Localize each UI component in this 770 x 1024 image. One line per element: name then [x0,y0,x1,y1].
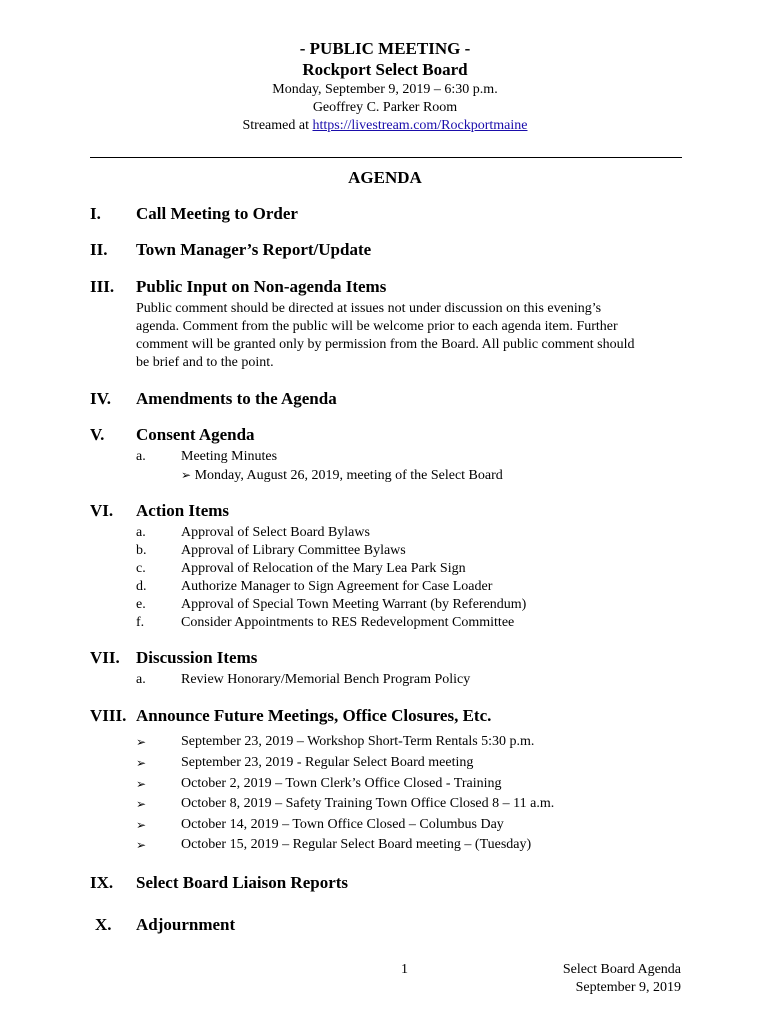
action-item: Consider Appointments to RES Redevelopment Committee [181,615,515,630]
agenda-title: AGENDA [348,168,422,187]
section-number: I. [90,204,101,223]
stream-link[interactable]: https://livestream.com/Rockportmaine [312,118,528,133]
item-letter: f. [136,615,145,630]
paragraph-line: agenda. Comment from the public will be welcome prior to each agenda item. Further [136,319,618,334]
arrow-bullet-icon: ➢ [136,838,147,852]
section-number: V. [90,425,105,444]
meeting-date: Monday, September 9, 2019 – 6:30 p.m. [272,82,498,97]
paragraph-line: comment will be granted only by permission from the Board. All public comment should [136,337,635,352]
arrow-bullet-icon: ➢ [136,818,147,832]
consent-subitem [181,466,503,485]
public-input-text [136,300,682,372]
section-title: Adjournment [136,915,236,934]
section-title: Call Meeting to Order [136,204,298,223]
section-number: VII. [90,648,120,667]
section-number: X. [95,915,112,934]
footer-date: September 9, 2019 [575,980,681,995]
paragraph-line: Public comment should be directed at issues not under discussion on this evening’s [136,301,602,316]
item-letter: d. [136,579,147,594]
arrow-bullet-icon: ➢ [136,777,147,791]
item-letter: e. [136,597,146,612]
future-meeting-item: October 14, 2019 – Town Office Closed – Columbus Day [181,817,504,832]
meeting-type: - PUBLIC MEETING - [299,39,471,58]
stream-prefix: Streamed at [242,118,313,133]
section-title: Action Items [136,501,230,520]
footer-title: Select Board Agenda [562,962,681,977]
item-letter: a. [136,525,146,540]
section-number: IX. [90,873,114,892]
meeting-room: Geoffrey C. Parker Room [312,100,458,115]
section-title: Consent Agenda [136,425,255,444]
arrow-bullet-icon: ➢ [136,797,147,811]
section-number: VIII. [90,706,127,725]
section-number: III. [90,277,115,296]
future-meeting-item: September 23, 2019 – Workshop Short-Term Rentals 5:30 p.m. [181,734,535,749]
paragraph-line: be brief and to the point. [136,355,274,370]
board-name: Rockport Select Board [302,60,468,79]
subitem-text: Monday, August 26, 2019, meeting of the Select Board [194,468,503,483]
item-letter: a. [136,449,146,464]
section-title: Amendments to the Agenda [136,389,337,408]
header-divider [90,157,682,158]
stream-line [0,117,770,135]
section-title: Discussion Items [136,648,258,667]
item-letter: b. [136,543,147,558]
section-number: IV. [90,389,111,408]
future-meeting-item: October 8, 2019 – Safety Training Town Office Closed 8 – 11 a.m. [181,796,555,811]
future-meeting-item: October 15, 2019 – Regular Select Board meeting – (Tuesday) [181,837,532,852]
action-item: Approval of Special Town Meeting Warrant (by Referendum) [181,597,527,612]
item-letter: a. [136,672,146,687]
action-item: Approval of Relocation of the Mary Lea Park Sign [181,561,466,576]
page-number: 1 [401,962,408,977]
action-item: Approval of Select Board Bylaws [181,525,370,540]
section-number: II. [90,240,108,259]
section-number: VI. [90,501,114,520]
future-meeting-item: September 23, 2019 - Regular Select Board meeting [181,755,474,770]
section-title: Announce Future Meetings, Office Closures, Etc. [136,706,492,725]
consent-item: Meeting Minutes [181,449,278,464]
arrow-bullet-icon: ➢ [136,735,147,749]
arrow-bullet-icon: ➢ [136,756,147,770]
section-title: Town Manager’s Report/Update [136,240,372,259]
discussion-item: Review Honorary/Memorial Bench Program Policy [181,672,471,687]
action-item: Approval of Library Committee Bylaws [181,543,406,558]
action-item: Authorize Manager to Sign Agreement for Case Loader [181,579,493,594]
section-title: Select Board Liaison Reports [136,873,349,892]
future-meeting-item: October 2, 2019 – Town Clerk’s Office Closed - Training [181,776,502,791]
section-title: Public Input on Non-agenda Items [136,277,387,296]
arrow-bullet-icon: ➢ [181,468,192,482]
item-letter: c. [136,561,146,576]
